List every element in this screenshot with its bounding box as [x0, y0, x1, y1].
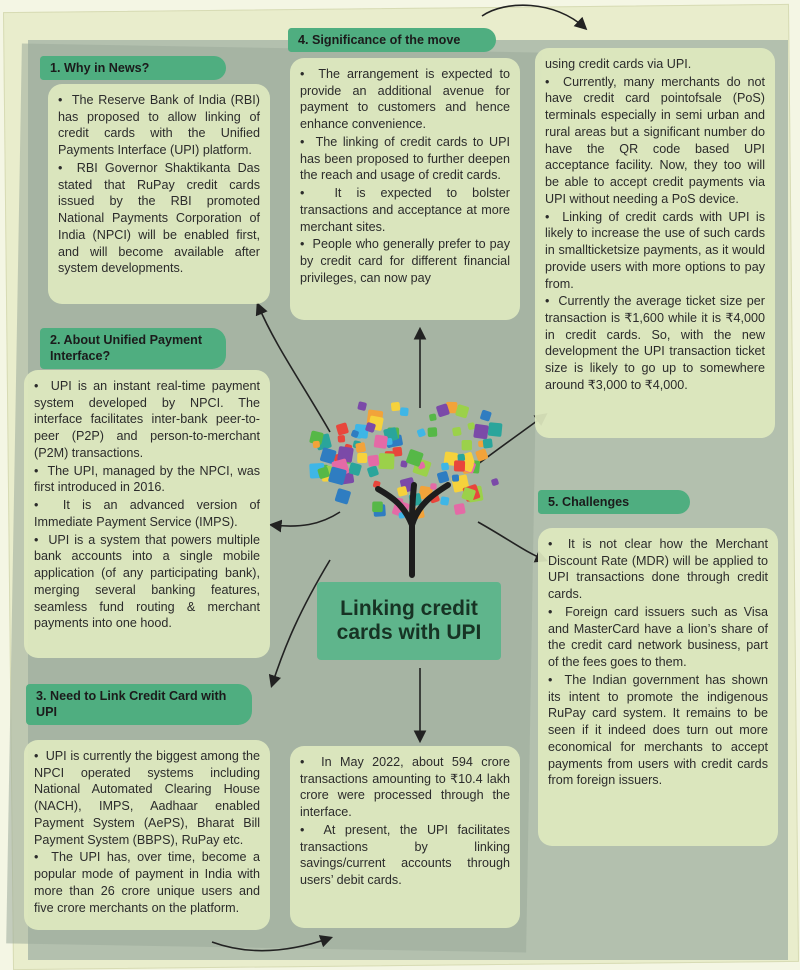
leaf-tile — [355, 442, 366, 453]
leaf-tile — [475, 448, 489, 462]
leaf-tile — [338, 435, 346, 443]
paragraph: • The Reserve Bank of India (RBI) has proposed to allow linking of credit cards with the Unified Payments Interface (UPI) platform. — [58, 92, 260, 159]
paragraph: • The linking of credit cards to UPI has been proposed to further deepen the reach and usage of credit cards. — [300, 134, 510, 184]
leaf-tile — [430, 483, 437, 490]
leaf-tile — [336, 422, 350, 436]
paragraph: • UPI is an instant real-time payment system developed by NPCI. The interface facilitates inter-bank peer-to-peer (P2P) and person-to-merchant (P2M) transactions. — [34, 378, 260, 462]
leaf-tile — [400, 407, 409, 416]
paragraph: • Linking of credit cards with UPI is likely to increase the use of such cards in smallticketsize payments, as it would provide users with more options to pay from. — [545, 209, 765, 293]
leaf-tile — [357, 401, 367, 411]
leaf-tile — [452, 474, 459, 481]
paragraph: • The Indian government has shown its intent to promote the indigenous RuPay card system. It remains to be seen if it indeed does turn out more economical for merchants to accept payments from users with credit cards from foreign issuers. — [548, 672, 768, 789]
leaf-tile — [483, 438, 493, 448]
section-box-significance — [290, 58, 520, 320]
leaf-tile — [488, 422, 503, 437]
section-box-need-to-link — [24, 740, 270, 930]
paragraph: • The arrangement is expected to provide an additional avenue for payment to customers and hence enhance convenience. — [300, 66, 510, 133]
section-heading-significance: 4. Significance of the move — [288, 28, 496, 52]
section-box-challenges — [538, 528, 778, 846]
paragraph: • The UPI has, over time, become a popular mode of payment in India with more than 26 crore unique users and five crore merchants on the platform. — [34, 849, 260, 916]
leaf-tile — [374, 434, 389, 449]
section-box-significance-continued — [535, 48, 775, 438]
paragraph: • It is an advanced version of Immediate Payment Service (IMPS). — [34, 497, 260, 530]
section-heading-need-to-link: 3. Need to Link Credit Card with UPI — [26, 684, 252, 725]
leaf-tile — [480, 409, 492, 421]
leaf-tile — [416, 428, 426, 438]
leaf-tile — [391, 402, 401, 412]
leaf-tile — [357, 453, 367, 463]
leaf-tile — [454, 460, 465, 471]
section-heading-challenges: 5. Challenges — [538, 490, 690, 514]
leaf-tile — [367, 455, 379, 467]
leaf-tile — [372, 501, 383, 512]
paragraph: • Currently, many merchants do not have credit card pointofsale (PoS) terminals especially in semi urban and rural areas but a significant number do have the QR code based UPI acceptance facility. Now, they too will be able to accept credit payments via UPI without needing a PoS device. — [545, 74, 765, 208]
paragraph: • The UPI, managed by the NPCI, was first introduced in 2016. — [34, 463, 260, 496]
paragraph: • UPI is currently the biggest among the NPCI operated systems including National Automated Clearing House (NACH), IMPS, Aadhaar enabled Payment System (AePS), Bharat Bill Payment System (BBPS), RuPay etc. — [34, 748, 260, 848]
leaf-tile — [427, 427, 437, 437]
section-heading-why-in-news: 1. Why in News? — [40, 56, 226, 80]
leaf-tile — [491, 478, 500, 487]
leaf-tile — [367, 465, 380, 478]
leaf-tile — [454, 503, 466, 515]
leaf-tile — [378, 453, 394, 469]
section-box-why-in-news — [48, 84, 270, 304]
leaf-tile — [429, 413, 437, 421]
section-box-about-upi — [24, 370, 270, 658]
paragraph: • In May 2022, about 594 crore transactions amounting to ₹10.4 lakh crore were processed through the interface. — [300, 754, 510, 821]
paragraph: • It is not clear how the Merchant Discount Rate (MDR) will be applied to UPI transactions done through credit cards. — [548, 536, 768, 603]
main-title: Linking credit cards with UPI — [317, 582, 501, 660]
leaf-tile — [467, 422, 475, 430]
paragraph: • RBI Governor Shaktikanta Das stated that RuPay credit cards issued by the RBI promoted National Payments Corporation of India (NPCI) will be enabled first, and will become available after system developments. — [58, 160, 260, 277]
paragraph: using credit cards via UPI. — [545, 57, 692, 71]
leaf-tile — [440, 496, 450, 506]
arrow-icon — [482, 5, 585, 28]
leaf-tile — [437, 471, 450, 484]
section-box-need-to-link-continued — [290, 746, 520, 928]
leaf-tile — [473, 424, 489, 440]
tree-illustration-icon — [300, 385, 530, 580]
paragraph: • Currently the average ticket size per transaction is ₹1,600 while it is ₹4,000 in credit cards. So, with the new development the UPI transaction ticket size is likely to go up to somewhere around ₹3,000 to ₹4,000. — [545, 293, 765, 393]
paragraph: • It is expected to bolster transactions and acceptance at more merchant sites. — [300, 185, 510, 235]
leaf-tile — [452, 427, 462, 437]
leaf-tile — [441, 462, 449, 470]
leaf-tile — [334, 488, 351, 505]
leaf-tile — [313, 441, 321, 449]
paragraph: • Foreign card issuers such as Visa and MasterCard have a lion’s share of the credit card network business, part of the fees goes to them. — [548, 604, 768, 671]
leaf-tile — [462, 440, 472, 450]
paragraph: • UPI is a system that powers multiple bank accounts into a single mobile application (of any participating bank), merging several banking features, seamless fund routing & merchant payments into one hood. — [34, 532, 260, 632]
arrow-icon — [212, 938, 330, 951]
section-heading-about-upi: 2. About Unified Payment Interface? — [40, 328, 226, 369]
paragraph: • At present, the UPI facilitates transactions by linking savings/current accounts through users’ debit cards. — [300, 822, 510, 889]
leaf-tile — [457, 454, 465, 462]
paragraph: • People who generally prefer to pay by credit card for different financial privileges, can now pay — [300, 236, 510, 286]
